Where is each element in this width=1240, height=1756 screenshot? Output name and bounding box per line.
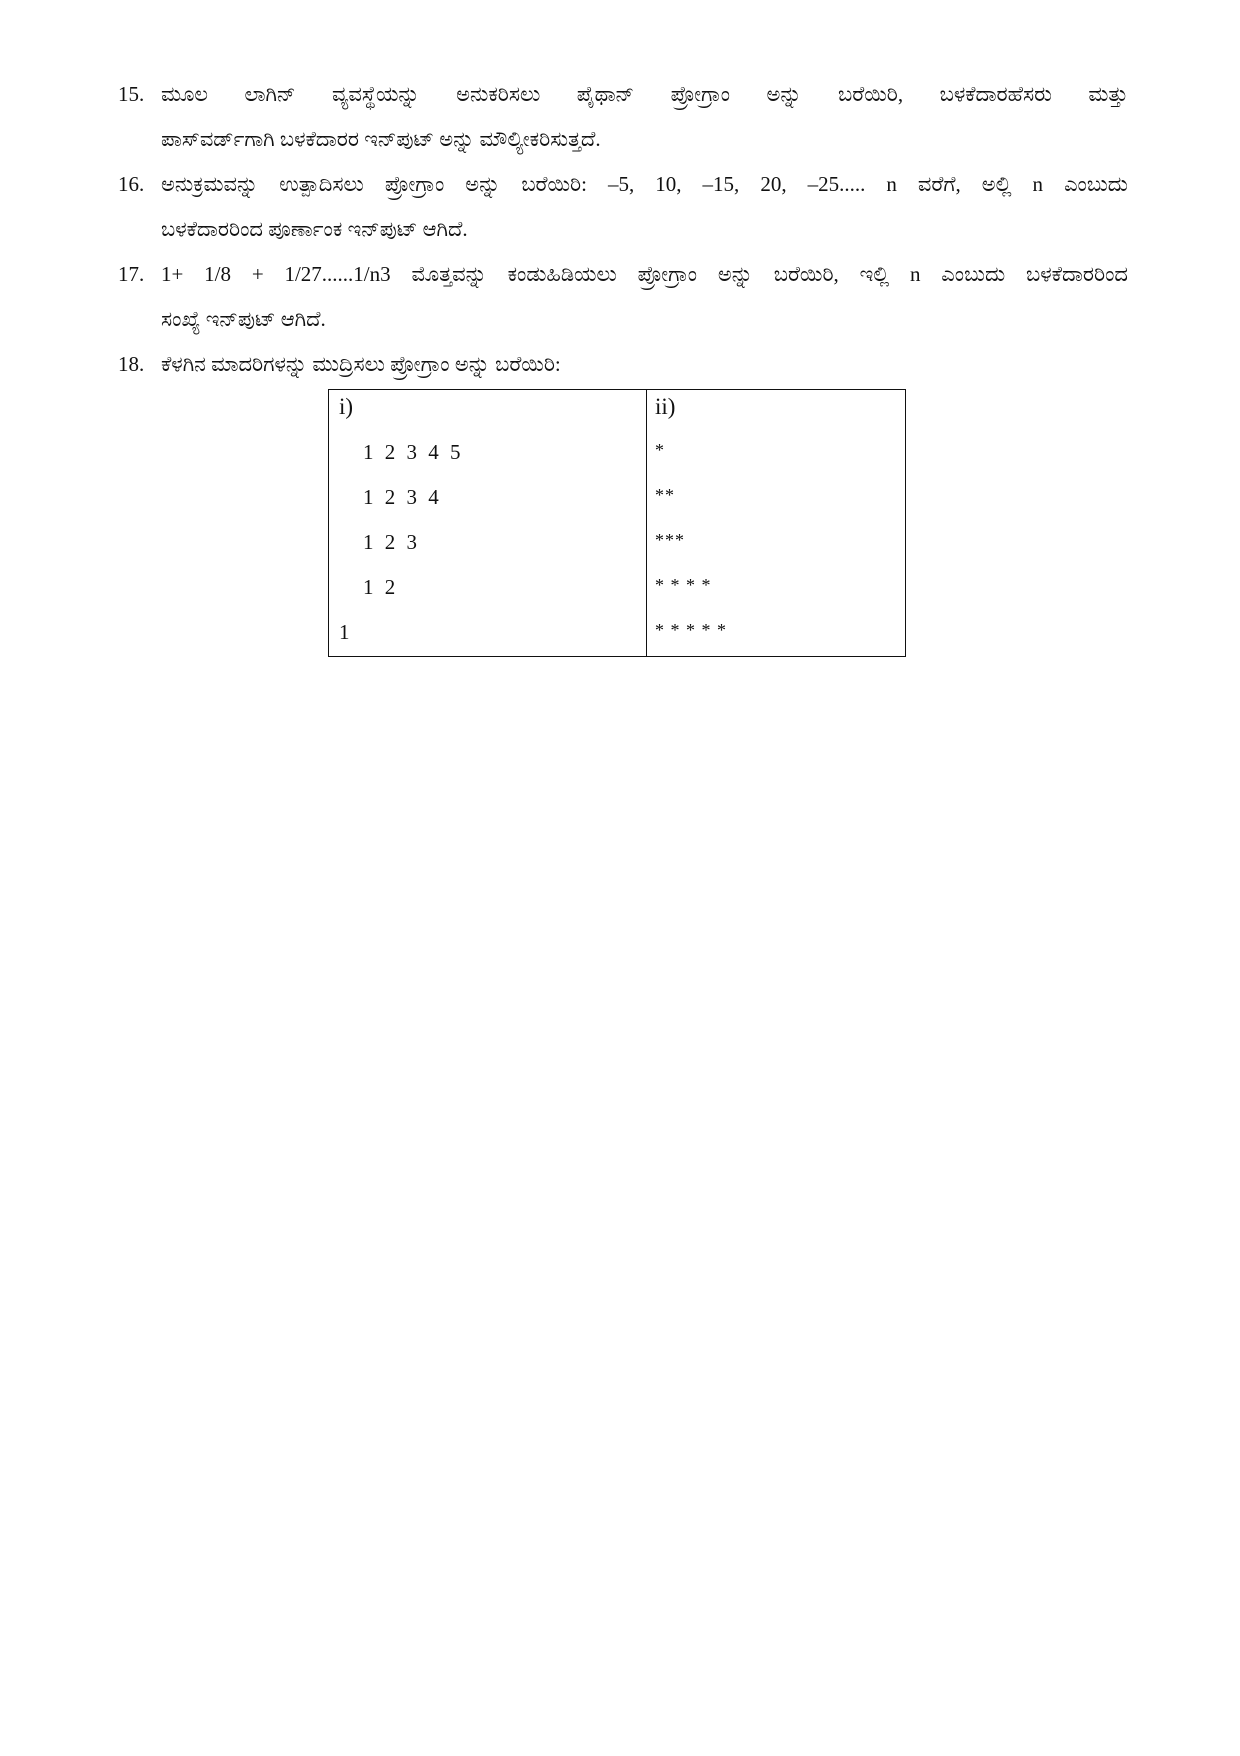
question-number: 18. bbox=[118, 352, 145, 376]
question-text-line: ಕೆಳಗಿನ ಮಾದರಿಗಳನ್ನು ಮುದ್ರಿಸಲು ಪ್ರೋಗ್ರಾಂ ಅನ್ನು ಬರೆಯಿರಿ: bbox=[161, 352, 561, 376]
question-text-line: ಅನುಕ್ರಮವನ್ನು ಉತ್ಪಾದಿಸಲು ಪ್ರೋಗ್ರಾಂ ಅನ್ನು ಬರೆಯಿರಿ: –5, 10, –15, 20, –25..... n ವರೆಗೆ, ಅಲ್ಲಿ n ಎಂಬುದು bbox=[161, 172, 1128, 196]
question-18 bbox=[118, 342, 1128, 387]
pattern-header: i) bbox=[339, 394, 354, 419]
question-16 bbox=[118, 162, 1128, 252]
pattern-column-number bbox=[329, 390, 647, 656]
question-15 bbox=[118, 72, 1128, 162]
pattern-row: * * * * * bbox=[655, 620, 727, 640]
pattern-row: * * * * bbox=[655, 575, 712, 595]
pattern-row: * bbox=[655, 440, 665, 460]
pattern-row: ** bbox=[655, 485, 675, 505]
question-number: 15. bbox=[118, 82, 145, 106]
pattern-row: 1 2 bbox=[363, 575, 396, 599]
pattern-column-star bbox=[647, 390, 905, 656]
question-text-line: ಬಳಕೆದಾರರಿಂದ ಪೂರ್ಣಾಂಕ ಇನ್‌ಪುಟ್ ಆಗಿದೆ. bbox=[161, 217, 468, 241]
question-text-line: ಮೂಲ ಲಾಗಿನ್ ವ್ಯವಸ್ಥೆಯನ್ನು ಅನುಕರಿಸಲು ಪೈಥಾನ್ ಪ್ರೋಗ್ರಾಂ ಅನ್ನು ಬರೆಯಿರಿ, ಬಳಕೆದಾರಹೆಸರು ಮತ್ತು bbox=[161, 82, 1128, 106]
question-number: 16. bbox=[118, 172, 145, 196]
pattern-row: 1 2 3 4 5 bbox=[363, 440, 461, 464]
pattern-header: ii) bbox=[655, 394, 676, 419]
question-text-line: ಸಂಖ್ಯೆ ಇನ್‌ಪುಟ್ ಆಗಿದೆ. bbox=[161, 307, 326, 331]
pattern-row: 1 2 3 4 bbox=[363, 485, 439, 509]
question-text-line: ಪಾಸ್‌ವರ್ಡ್‌ಗಾಗಿ ಬಳಕೆದಾರರ ಇನ್‌ಪುಟ್ ಅನ್ನು ಮೌಲ್ಯೀಕರಿಸುತ್ತದೆ. bbox=[161, 127, 601, 151]
pattern-row: 1 2 3 bbox=[363, 530, 417, 554]
question-17 bbox=[118, 252, 1128, 342]
pattern-row: 1 bbox=[339, 620, 350, 644]
question-text-line: 1+ 1/8 + 1/27......1/n3 ಮೊತ್ತವನ್ನು ಕಂಡುಹಿಡಿಯಲು ಪ್ರೋಗ್ರಾಂ ಅನ್ನು ಬರೆಯಿರಿ, ಇಲ್ಲಿ n ಎಂಬುದು ಬಳಕೆದಾರರಿಂದ bbox=[161, 262, 1128, 286]
pattern-row: *** bbox=[655, 530, 685, 550]
question-number: 17. bbox=[118, 262, 145, 286]
pattern-table bbox=[328, 389, 906, 657]
